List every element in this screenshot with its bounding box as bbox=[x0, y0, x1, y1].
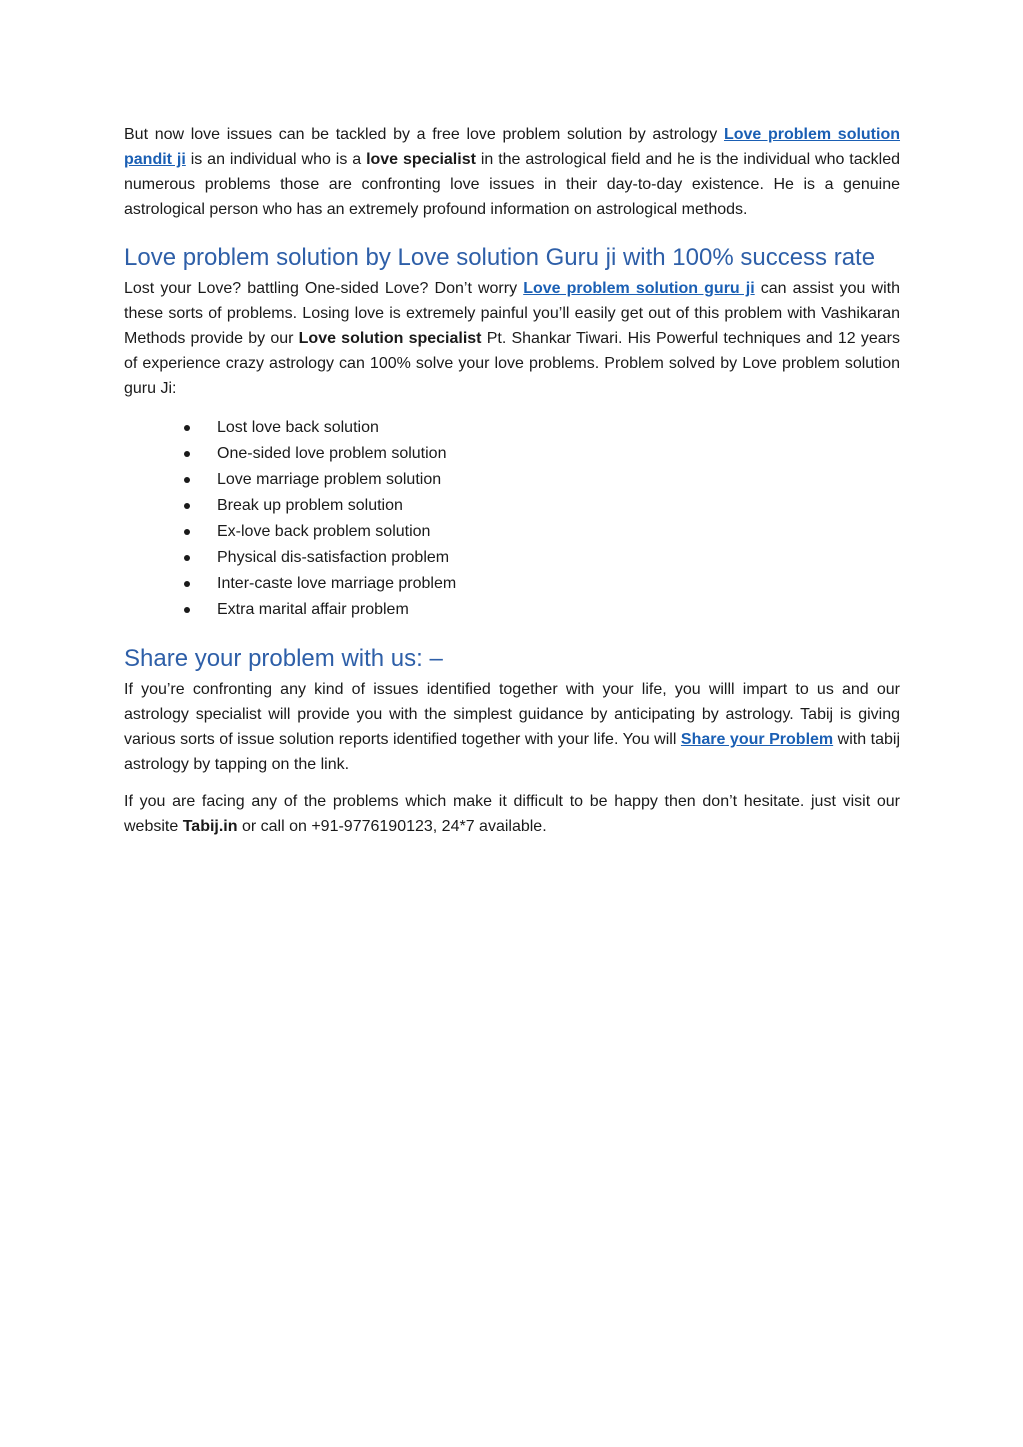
bold-text: Love solution specialist bbox=[298, 330, 482, 347]
list-item bbox=[184, 519, 900, 545]
share-your-problem-link[interactable]: Share your Problem bbox=[680, 731, 834, 748]
bullet-icon bbox=[184, 529, 190, 535]
text-span: But now love issues can be tackled by a free love problem solution by astrology bbox=[124, 126, 724, 143]
bullet-icon bbox=[184, 581, 190, 587]
bold-text: love specialist bbox=[366, 151, 476, 168]
bullet-icon bbox=[184, 425, 190, 431]
section-heading-share-problem: Share your problem with us: – bbox=[124, 645, 443, 672]
text-span: can assist you with these sorts of problems. Losing love is extremely painful you’ll easily get out of this problem with Vashikaran Methods provide by our bbox=[124, 280, 900, 347]
document-body bbox=[124, 122, 900, 839]
list-item-text: Extra marital affair problem bbox=[217, 601, 409, 618]
share-problem-paragraph bbox=[124, 677, 900, 777]
bullet-icon bbox=[184, 451, 190, 457]
bullet-icon bbox=[184, 477, 190, 483]
list-item bbox=[184, 467, 900, 493]
text-span: If you are facing any of the problems which make it difficult to be happy then don’t hesitate. just visit our website bbox=[124, 793, 900, 835]
love-solution-paragraph bbox=[124, 276, 900, 401]
list-item-text: Inter-caste love marriage problem bbox=[217, 575, 457, 592]
text-span: Pt. Shankar Tiwari. His Powerful techniques and 12 years of experience crazy astrology can 100% solve your love problems. Problem solved by Love problem solution guru Ji: bbox=[124, 330, 900, 397]
bullet-icon bbox=[184, 503, 190, 509]
love-problem-solution-pandit-ji-link[interactable]: Love problem solution pandit ji bbox=[124, 126, 901, 168]
website-name: Tabij.in bbox=[182, 818, 238, 835]
bullet-icon bbox=[184, 607, 190, 613]
text-span: or call on +91-9776190123, 24*7 available. bbox=[237, 818, 547, 835]
intro-paragraph bbox=[124, 122, 900, 222]
text-span: is an individual who is a bbox=[185, 151, 367, 168]
list-item bbox=[184, 571, 900, 597]
section-heading-love-solution: Love problem solution by Love solution Guru ji with 100% success rate bbox=[124, 244, 876, 271]
list-item-text: Break up problem solution bbox=[217, 497, 403, 514]
love-problem-solution-guru-ji-link[interactable]: Love problem solution guru ji bbox=[523, 280, 755, 297]
problems-list bbox=[124, 415, 900, 623]
list-item-text: Physical dis-satisfaction problem bbox=[217, 549, 450, 566]
list-item bbox=[184, 493, 900, 519]
list-item-text: One-sided love problem solution bbox=[217, 445, 447, 462]
text-span: in the astrological field and he is the individual who tackled numerous problems those are confronting love issues in their day-to-day existence. He is a genuine astrological person who has an extremely profound information on astrological methods. bbox=[124, 151, 900, 218]
list-item bbox=[184, 545, 900, 571]
list-item-text: Lost love back solution bbox=[217, 419, 379, 436]
list-item bbox=[184, 441, 900, 467]
list-item bbox=[184, 597, 900, 623]
list-item bbox=[184, 415, 900, 441]
text-span: with tabij astrology by tapping on the link. bbox=[124, 731, 901, 773]
bullet-icon bbox=[184, 555, 190, 561]
text-span: If you’re confronting any kind of issues identified together with your life, you willl impart to us and our astrology specialist will provide you with the simplest guidance by anticipating by astrology. Tabij is giving various sorts of issue solution reports identified together with your life. You will bbox=[124, 681, 900, 748]
contact-paragraph bbox=[124, 789, 900, 839]
list-item-text: Love marriage problem solution bbox=[217, 471, 442, 488]
text-span: Lost your Love? battling One-sided Love? Don’t worry bbox=[124, 280, 524, 297]
list-item-text: Ex-love back problem solution bbox=[217, 523, 431, 540]
